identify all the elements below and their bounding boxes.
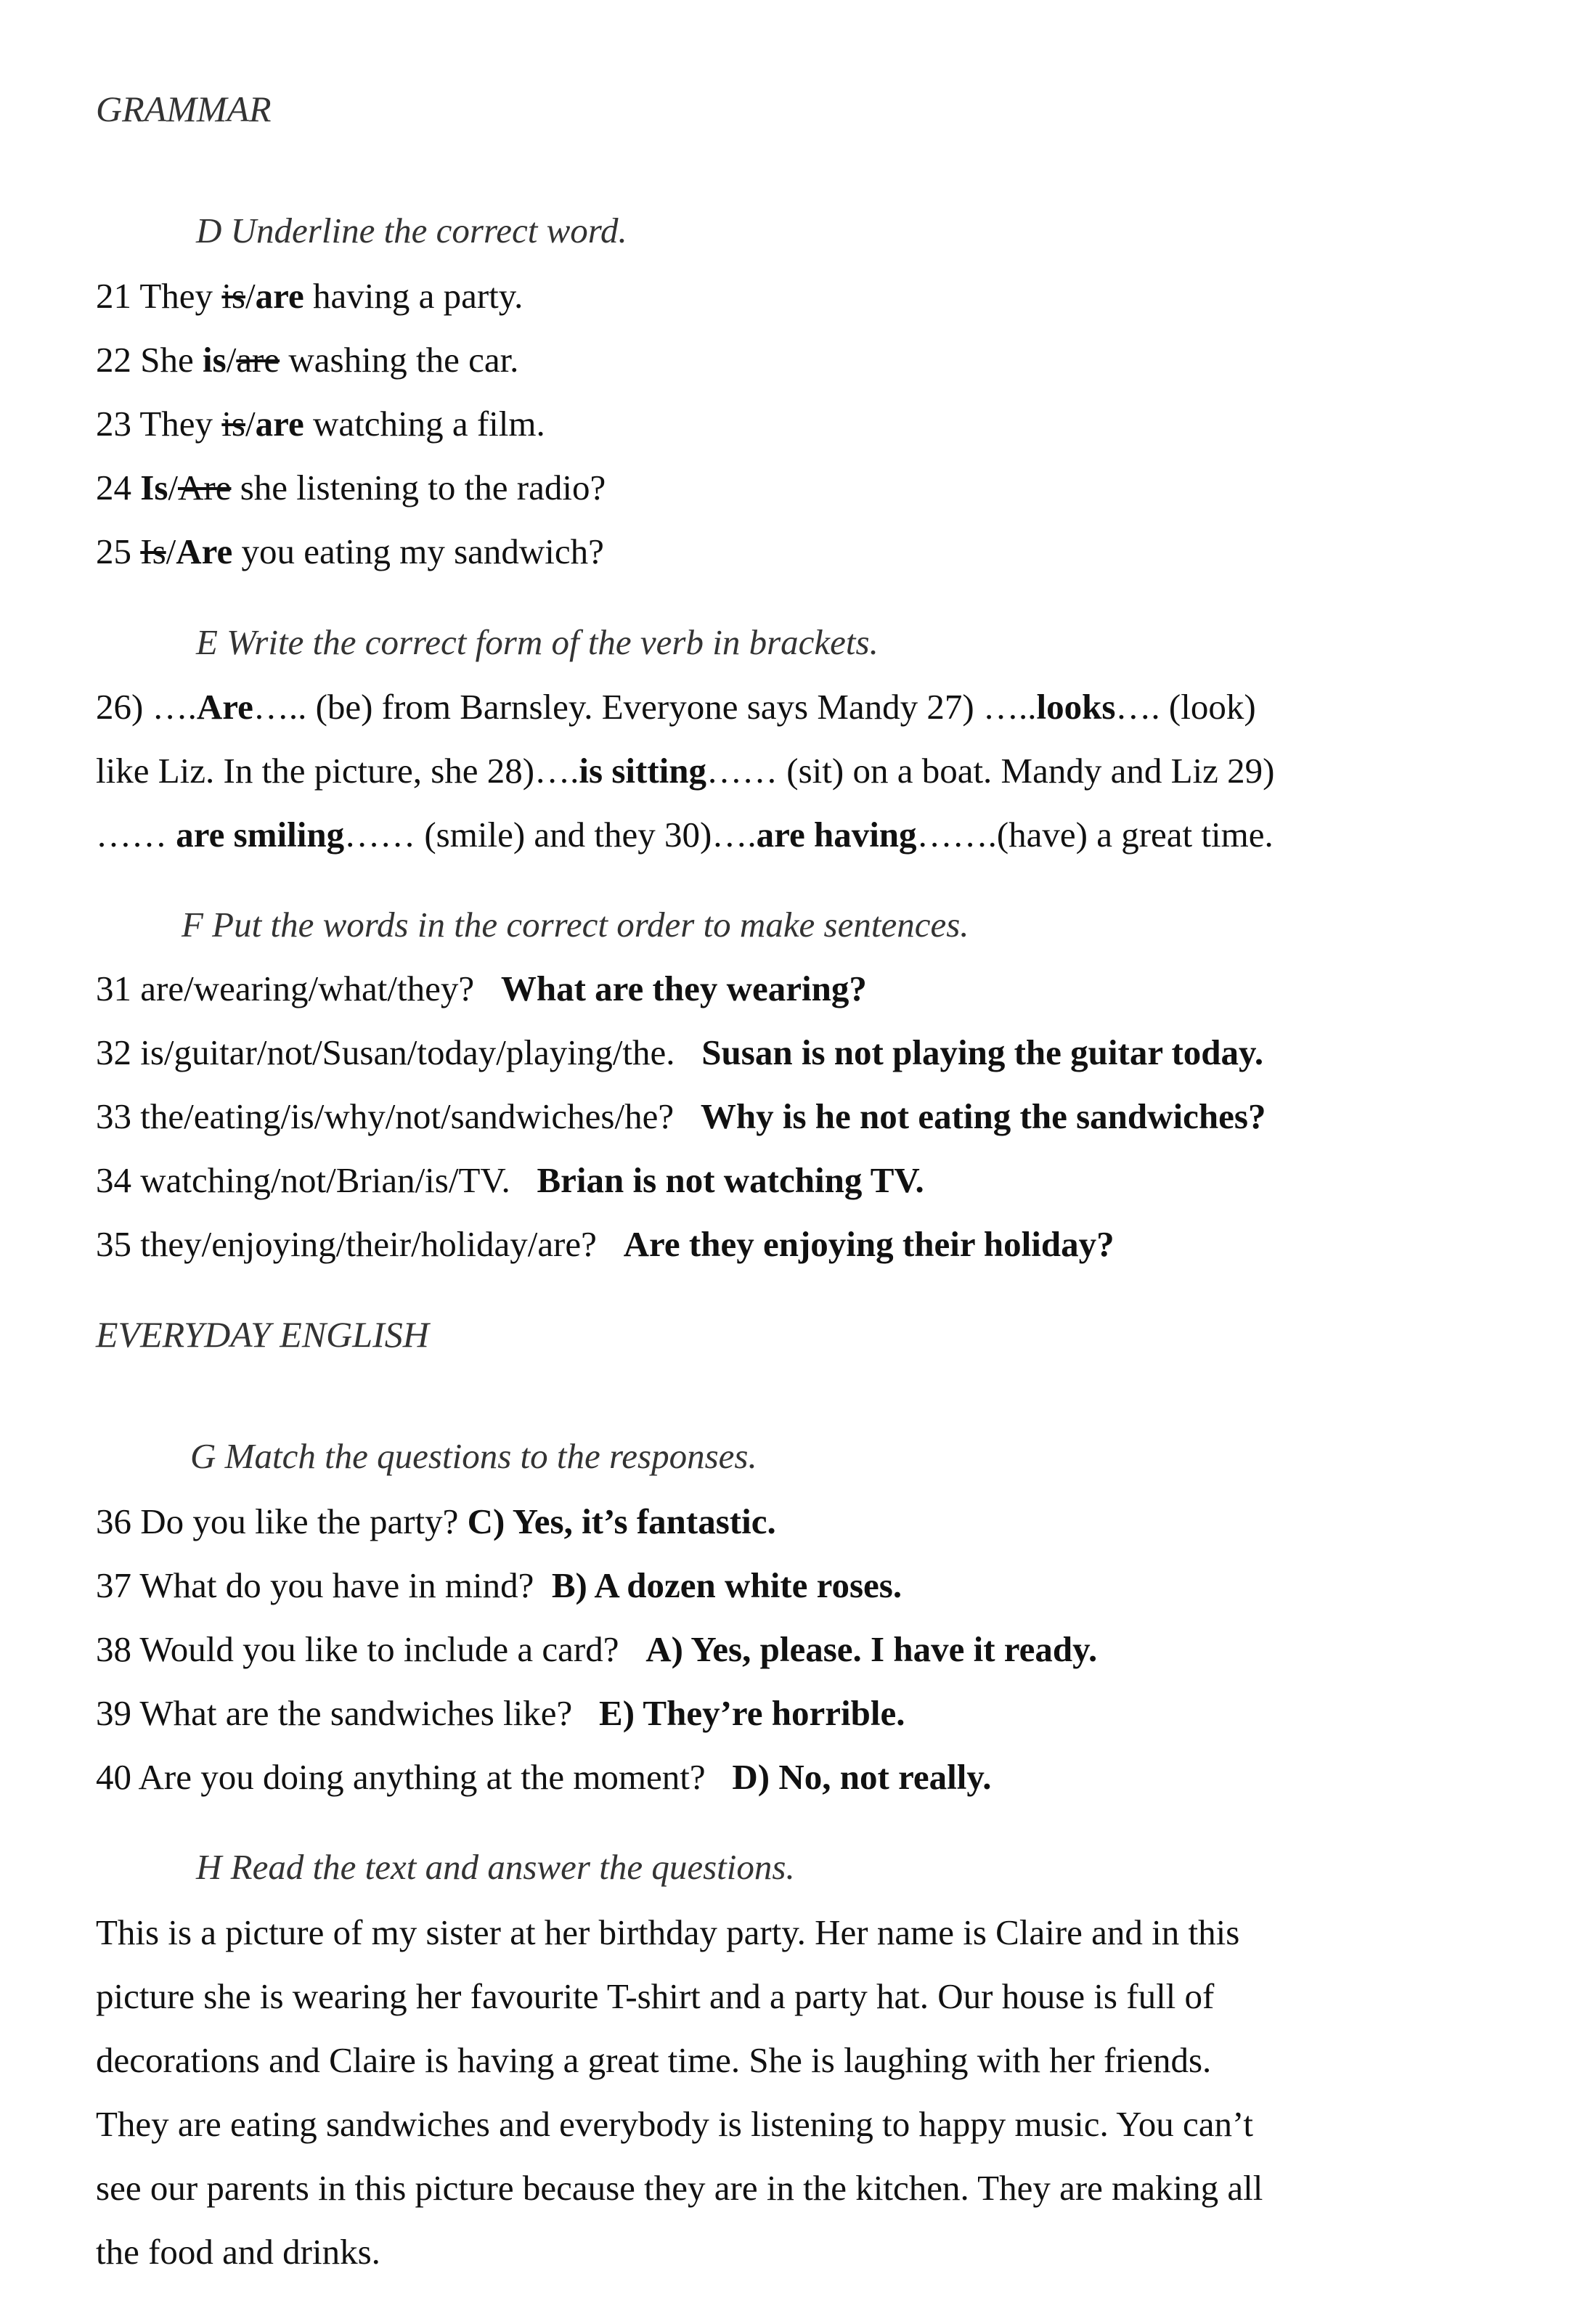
- exercise-g-instruction: G Match the questions to the responses.: [190, 1436, 757, 1476]
- exercise-f-item-33: [96, 1095, 1266, 1138]
- question: What are the sandwiches like?: [139, 1693, 573, 1733]
- exercise-d-instruction: D Underline the correct word.: [196, 211, 627, 250]
- crossed-option: is: [221, 276, 245, 316]
- text-part: …… (smile) and they 30)….: [344, 815, 757, 855]
- answer-30: are having: [756, 815, 917, 855]
- question: Are you doing anything at the moment?: [138, 1757, 706, 1797]
- response: D) No, not really.: [732, 1757, 992, 1797]
- item-text: washing the car.: [288, 340, 519, 380]
- text-part: ….. (be) from Barnsley. Everyone says Mandy 27) …..: [253, 687, 1037, 727]
- crossed-option: are: [236, 340, 280, 380]
- exercise-f-item-31: [96, 967, 867, 1011]
- text-part: ……: [96, 815, 176, 855]
- item-text: watching a film.: [313, 404, 545, 444]
- item-text: They: [139, 276, 213, 316]
- crossed-option: is: [221, 404, 245, 444]
- question: What do you have in mind?: [139, 1565, 534, 1605]
- item-text: having a party.: [313, 276, 523, 316]
- reading-text-line: see our parents in this picture because they are in the kitchen. They are making all: [96, 2168, 1263, 2208]
- answer-sentence: What are they wearing?: [500, 969, 867, 1008]
- answer-sentence: Are they enjoying their holiday?: [623, 1224, 1115, 1264]
- answer-option: is: [203, 340, 227, 380]
- answer-27: looks: [1036, 687, 1116, 727]
- item-number: 23: [96, 404, 131, 444]
- exercise-h-instruction: H Read the text and answer the questions.: [196, 1847, 795, 1887]
- item-number: 33: [96, 1096, 131, 1136]
- answer-option: Is: [140, 468, 168, 507]
- grammar-heading: GRAMMAR: [96, 89, 272, 129]
- item-text: she listening to the radio?: [240, 468, 606, 507]
- item-number: 40: [96, 1757, 131, 1797]
- reading-text-line: the food and drinks.: [96, 2232, 380, 2272]
- exercise-e-line-1: [96, 685, 1256, 729]
- exercise-g-item-37: [96, 1564, 902, 1607]
- exercise-d-item-23: 23 They is/are watching a film.: [96, 404, 545, 444]
- reading-text-line: picture she is wearing her favourite T-shirt and a party hat. Our house is full of: [96, 1976, 1215, 2016]
- crossed-option: Are: [178, 468, 232, 507]
- scrambled-words: is/guitar/not/Susan/today/playing/the.: [140, 1032, 675, 1072]
- scrambled-words: the/eating/is/why/not/sandwiches/he?: [140, 1096, 675, 1136]
- exercise-e-line-3: [96, 813, 1274, 857]
- answer-29: are smiling: [176, 815, 345, 855]
- text-part: …. (look): [1115, 687, 1256, 727]
- exercise-d-item-21: 21 They is/are having a party.: [96, 276, 523, 316]
- answer-sentence: Why is he not eating the sandwiches?: [700, 1096, 1266, 1136]
- response: E) They’re horrible.: [599, 1693, 905, 1733]
- exercise-f-item-32: [96, 1031, 1263, 1075]
- item-text: They: [139, 404, 213, 444]
- exercise-e-instruction: E Write the correct form of the verb in brackets.: [196, 622, 879, 662]
- exercise-f-instruction: F Put the words in the correct order to make sentences.: [182, 905, 969, 945]
- response: C) Yes, it’s fantastic.: [467, 1501, 776, 1541]
- text-part: …… (sit) on a boat. Mandy and Liz 29): [706, 751, 1275, 791]
- answer-option: are: [255, 404, 304, 444]
- reading-text-line: decorations and Claire is having a great time. She is laughing with her friends.: [96, 2040, 1212, 2080]
- scrambled-words: watching/not/Brian/is/TV.: [140, 1160, 510, 1200]
- item-number: 34: [96, 1160, 131, 1200]
- item-number: 38: [96, 1629, 131, 1669]
- text-part: like Liz. In the picture, she 28)….: [96, 751, 579, 791]
- everyday-english-heading: EVERYDAY ENGLISH: [96, 1314, 429, 1355]
- answer-option: are: [255, 276, 304, 316]
- item-number: 25: [96, 531, 131, 571]
- item-text: She: [140, 340, 194, 380]
- exercise-d-item-25: 25 Is/Are you eating my sandwich?: [96, 531, 604, 571]
- item-number: 39: [96, 1693, 131, 1733]
- answer-sentence: Susan is not playing the guitar today.: [701, 1032, 1264, 1072]
- exercise-e-line-2: [96, 749, 1274, 793]
- text-part: …….(have) a great time.: [916, 815, 1274, 855]
- text-part: 26) ….: [96, 687, 197, 727]
- answer-sentence: Brian is not watching TV.: [537, 1160, 924, 1200]
- response: B) A dozen white roses.: [551, 1565, 902, 1605]
- exercise-g-item-40: [96, 1756, 991, 1799]
- exercise-g-item-39: [96, 1692, 905, 1735]
- question: Do you like the party?: [140, 1501, 459, 1541]
- exercise-g-item-38: [96, 1628, 1097, 1671]
- exercise-g-item-36: [96, 1500, 776, 1544]
- item-number: 31: [96, 969, 131, 1008]
- item-number: 22: [96, 340, 131, 380]
- exercise-d-item-24: 24 Is/Are she listening to the radio?: [96, 468, 606, 507]
- answer-28: is sitting: [579, 751, 707, 791]
- reading-text-line: They are eating sandwiches and everybody is listening to happy music. You can’t: [96, 2104, 1253, 2144]
- reading-text-line: This is a picture of my sister at her birthday party. Her name is Claire and in this: [96, 1912, 1240, 1952]
- exercise-f-item-35: [96, 1223, 1115, 1266]
- response: A) Yes, please. I have it ready.: [645, 1629, 1098, 1669]
- item-number: 24: [96, 468, 131, 507]
- item-text: you eating my sandwich?: [241, 531, 604, 571]
- exercise-f-item-34: [96, 1159, 924, 1202]
- item-number: 36: [96, 1501, 131, 1541]
- item-number: 35: [96, 1224, 131, 1264]
- crossed-option: Is: [140, 531, 166, 571]
- answer-26: Are: [196, 687, 253, 727]
- scrambled-words: they/enjoying/their/holiday/are?: [140, 1224, 597, 1264]
- scrambled-words: are/wearing/what/they?: [140, 969, 475, 1008]
- item-number: 32: [96, 1032, 131, 1072]
- item-number: 37: [96, 1565, 131, 1605]
- question: Would you like to include a card?: [139, 1629, 619, 1669]
- exercise-d-item-22: 22 She is/are washing the car.: [96, 340, 519, 380]
- item-number: 21: [96, 276, 131, 316]
- answer-option: Are: [176, 531, 233, 571]
